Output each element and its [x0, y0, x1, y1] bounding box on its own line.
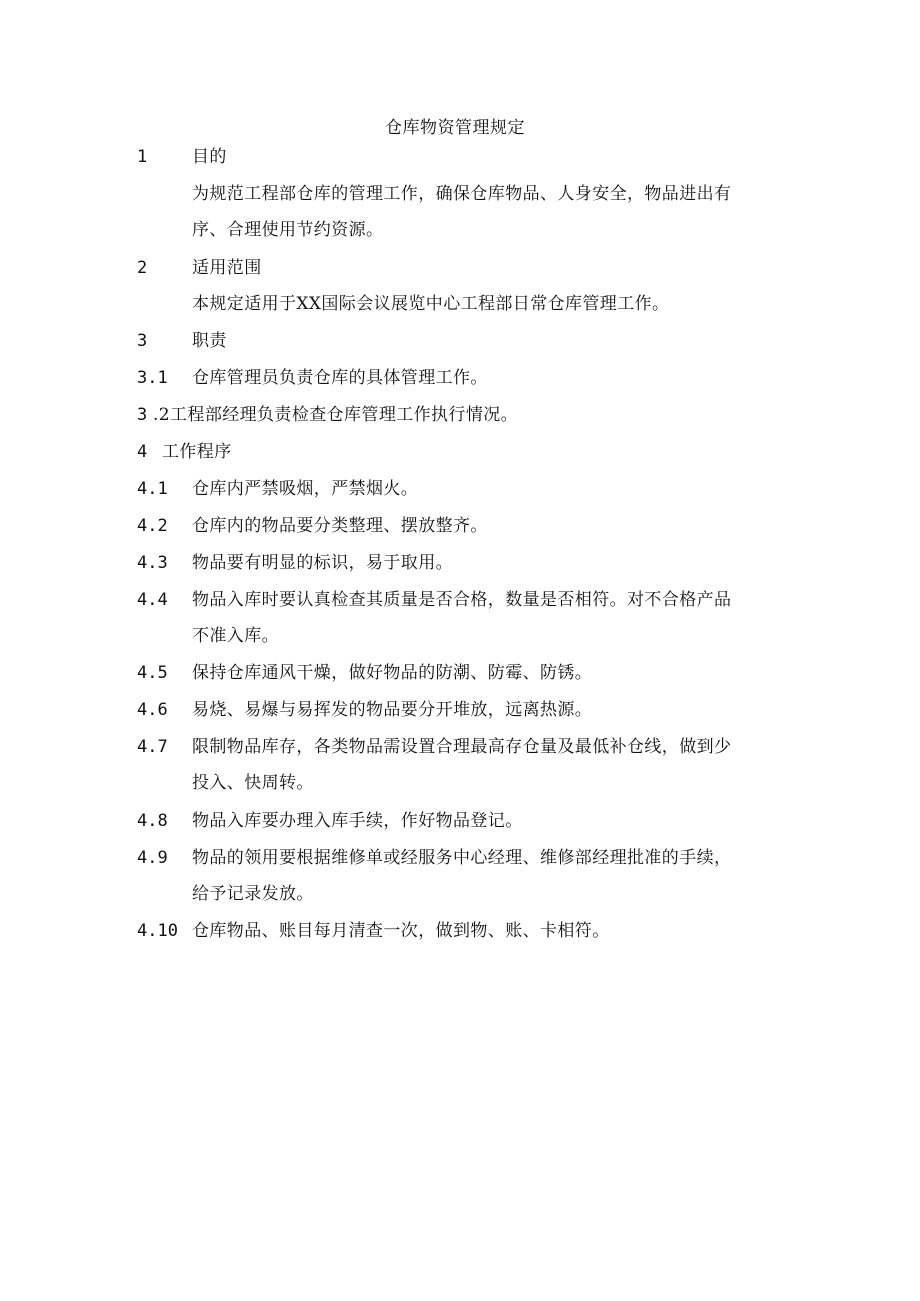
- clause-text: 仓库内严禁吸烟，严禁烟火。: [192, 479, 419, 499]
- paragraph-text: 本规定适用于XX国际会议展览中心工程部日常仓库管理工作。: [192, 294, 670, 314]
- clause-text: 易烧、易爆与易挥发的物品要分开堆放，远离热源。: [192, 700, 593, 720]
- clause-number: 4.7: [137, 737, 168, 757]
- clause-number: 4.1: [137, 479, 168, 499]
- section-number: 2: [137, 258, 148, 278]
- clause-text: 限制物品库存，各类物品需设置合理最高存仓量及最低补仓线，做到少: [192, 737, 732, 757]
- clause-text: 投入、快周转。: [192, 773, 314, 793]
- clause-number: 4.6: [137, 700, 168, 720]
- clause-number: 4.3: [137, 553, 168, 573]
- clause-text: 仓库管理员负责仓库的具体管理工作。: [192, 368, 488, 388]
- section-title: 工作程序: [162, 442, 232, 462]
- clause-text: 保持仓库通风干燥，做好物品的防潮、防霉、防锈。: [192, 663, 593, 683]
- clause-number: 4.10: [137, 921, 178, 941]
- clause-number: 4.9: [137, 848, 168, 868]
- clause-text: 给予记录发放。: [192, 884, 314, 904]
- section-title: 目的: [192, 147, 227, 167]
- section-number: 4: [137, 442, 148, 462]
- clause-number: 3: [137, 405, 148, 425]
- clause-text: 物品入库时要认真检查其质量是否合格，数量是否相符。对不合格产品: [192, 590, 732, 610]
- paragraph-text: 序、合理使用节约资源。: [192, 220, 384, 240]
- clause-text: 物品要有明显的标识，易于取用。: [192, 553, 453, 573]
- section-title: 职责: [192, 331, 227, 351]
- paragraph-text: 为规范工程部仓库的管理工作，确保仓库物品、人身安全，物品进出有: [192, 184, 732, 204]
- clause-text: .2工程部经理负责检查仓库管理工作执行情况。: [153, 405, 519, 425]
- clause-text: 仓库内的物品要分类整理、摆放整齐。: [192, 516, 488, 536]
- clause-number: 4.8: [137, 811, 168, 831]
- section-number: 1: [137, 147, 148, 167]
- clause-number: 4.2: [137, 516, 168, 536]
- clause-text: 物品的领用要根据维修单或经服务中心经理、维修部经理批准的手续，: [192, 848, 732, 868]
- document-title: 仓库物资管理规定: [385, 118, 525, 138]
- clause-text: 不准入库。: [192, 626, 279, 646]
- section-number: 3: [137, 331, 148, 351]
- clause-number: 3.1: [137, 368, 168, 388]
- clause-text: 仓库物品、账目每月清查一次，做到物、账、卡相符。: [192, 921, 610, 941]
- clause-number: 4.4: [137, 590, 168, 610]
- clause-text: 物品入库要办理入库手续，作好物品登记。: [192, 811, 523, 831]
- clause-number: 4.5: [137, 663, 168, 683]
- section-title: 适用范围: [192, 258, 262, 278]
